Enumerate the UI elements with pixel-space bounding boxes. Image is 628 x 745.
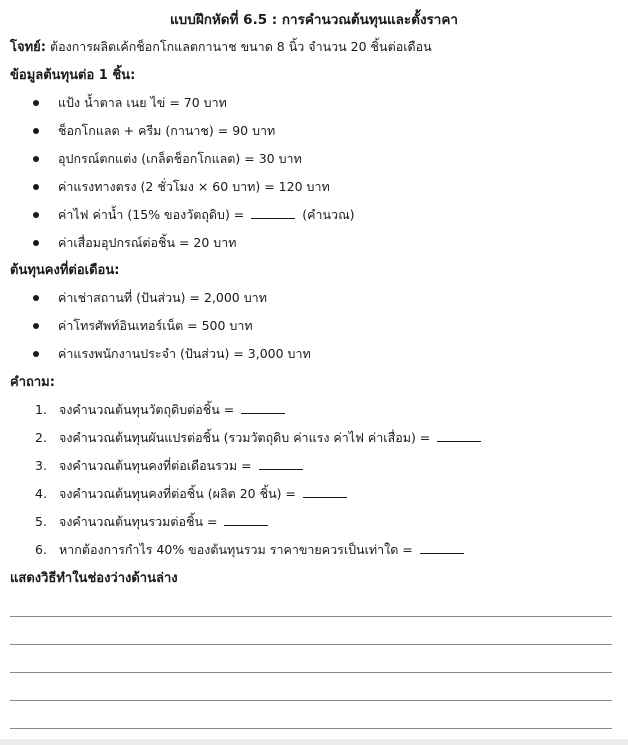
question-item — [35, 456, 306, 476]
fixed-cost-item-text: ค่าโทรศัพท์อินเทอร์เน็ต = 500 บาท — [58, 318, 253, 333]
worksheet-title: แบบฝึกหัดที่ 6.5 : การคำนวณต้นทุนและตั้งราคา — [169, 12, 458, 28]
unit-cost-item — [33, 93, 227, 113]
answer-blank[interactable] — [224, 513, 268, 526]
fixed-cost-item-text: ค่าเช่าสถานที่ (ปันส่วน) = 2,000 บาท — [58, 290, 267, 305]
answer-blank[interactable] — [437, 429, 481, 442]
questions-heading: คำถาม: — [10, 375, 55, 390]
answer-blank[interactable] — [259, 457, 303, 470]
question-text: จงคำนวณต้นทุนวัตถุดิบต่อชิ้น = — [59, 402, 235, 417]
work-line[interactable] — [10, 700, 612, 701]
bullet-icon — [33, 156, 39, 162]
fixed-cost-item — [33, 344, 311, 364]
fixed-cost-item-text: ค่าแรงพนักงานประจำ (ปันส่วน) = 3,000 บาท — [58, 346, 311, 361]
bullet-icon — [33, 184, 39, 190]
bullet-icon — [33, 323, 39, 329]
work-area-heading: แสดงวิธีทำในช่องว่างด้านล่าง — [10, 571, 178, 586]
question-item — [35, 400, 288, 420]
unit-cost-item — [33, 149, 302, 169]
question-item — [35, 484, 350, 504]
answer-blank[interactable] — [241, 401, 285, 414]
unit-cost-item-text: อุปกรณ์ตกแต่ง (เกล็ดช็อกโกแลต) = 30 บาท — [58, 151, 302, 166]
unit-cost-item-note: (คำนวณ) — [302, 207, 355, 222]
work-line[interactable] — [10, 644, 612, 645]
bullet-icon — [33, 212, 39, 218]
page-bottom-edge — [0, 739, 628, 745]
problem-text: ต้องการผลิตเค้กช็อกโกแลตกานาช ขนาด 8 นิ้ว จำนวน 20 ชิ้นต่อเดือน — [46, 39, 432, 54]
question-number: 6. — [35, 542, 47, 557]
unit-cost-item-text: ค่าเสื่อมอุปกรณ์ต่อชิ้น = 20 บาท — [58, 235, 237, 250]
unit-cost-item-text: ค่าไฟ ค่าน้ำ (15% ของวัตถุดิบ) = — [58, 207, 245, 222]
question-number: 2. — [35, 430, 47, 445]
work-line[interactable] — [10, 728, 612, 729]
problem-statement — [10, 36, 432, 57]
unit-cost-item — [33, 121, 275, 141]
question-number: 1. — [35, 402, 47, 417]
fixed-cost-item — [33, 288, 267, 308]
problem-label: โจทย์: — [10, 40, 46, 55]
unit-cost-item-text: แป้ง น้ำตาล เนย ไข่ = 70 บาท — [58, 95, 227, 110]
bullet-icon — [33, 351, 39, 357]
unit-cost-item — [33, 233, 237, 253]
bullet-icon — [33, 128, 39, 134]
question-item — [35, 540, 467, 560]
fixed-cost-heading: ต้นทุนคงที่ต่อเดือน: — [10, 263, 120, 278]
question-item — [35, 428, 484, 448]
fixed-cost-item — [33, 316, 253, 336]
unit-cost-heading: ข้อมูลต้นทุนต่อ 1 ชิ้น: — [10, 68, 136, 83]
question-number: 4. — [35, 486, 47, 501]
work-line[interactable] — [10, 672, 612, 673]
answer-blank[interactable] — [420, 541, 464, 554]
question-text: จงคำนวณต้นทุนคงที่ต่อชิ้น (ผลิต 20 ชิ้น) = — [59, 486, 296, 501]
question-number: 3. — [35, 458, 47, 473]
question-text: หากต้องการกำไร 40% ของต้นทุนรวม ราคาขายควรเป็นเท่าใด = — [59, 542, 413, 557]
bullet-icon — [33, 295, 39, 301]
unit-cost-item — [33, 177, 330, 197]
question-text: จงคำนวณต้นทุนผันแปรต่อชิ้น (รวมวัตถุดิบ ค่าแรง ค่าไฟ ค่าเสื่อม) = — [59, 430, 431, 445]
bullet-icon — [33, 100, 39, 106]
unit-cost-item-text: ช็อกโกแลต + ครีม (กานาช) = 90 บาท — [58, 123, 276, 138]
bullet-icon — [33, 240, 39, 246]
question-number: 5. — [35, 514, 47, 529]
answer-blank[interactable] — [251, 206, 295, 219]
work-line[interactable] — [10, 616, 612, 617]
unit-cost-item — [33, 205, 355, 225]
question-text: จงคำนวณต้นทุนคงที่ต่อเดือนรวม = — [59, 458, 252, 473]
question-item — [35, 512, 271, 532]
unit-cost-item-text: ค่าแรงทางตรง (2 ชั่วโมง × 60 บาท) = 120 บาท — [58, 179, 330, 194]
answer-blank[interactable] — [303, 485, 347, 498]
question-text: จงคำนวณต้นทุนรวมต่อชิ้น = — [59, 514, 218, 529]
